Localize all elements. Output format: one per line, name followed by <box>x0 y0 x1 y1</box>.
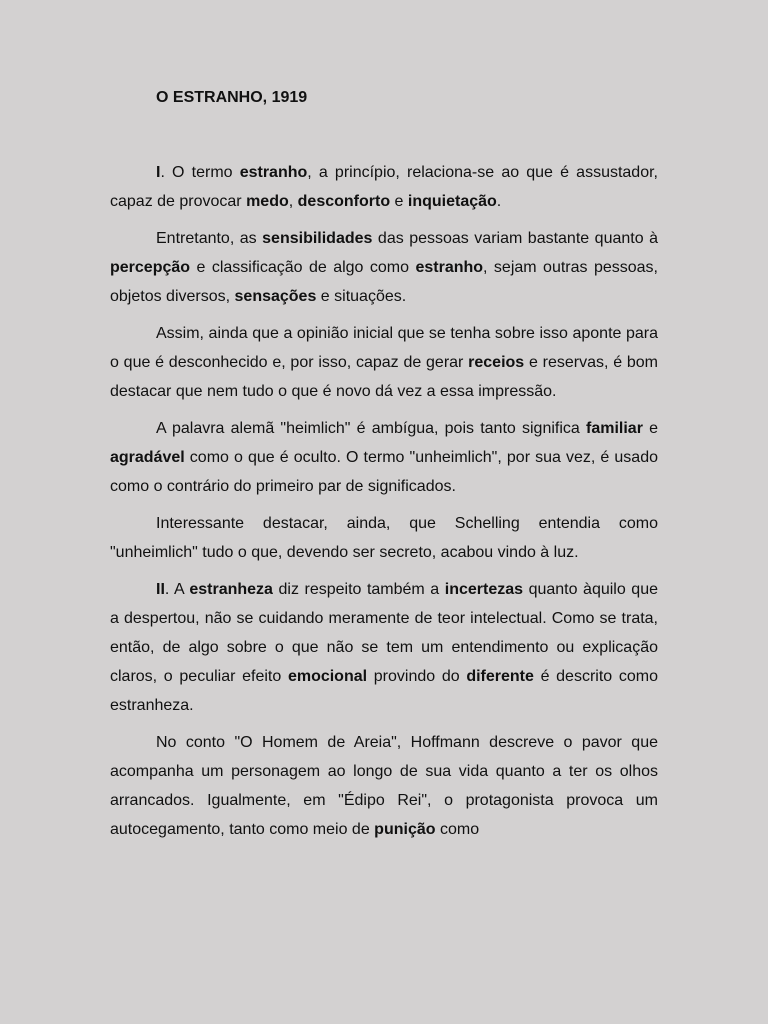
text-run: diz respeito também a <box>272 581 445 598</box>
text-run: quanto àquilo que a despertou, não se cuidando meramente de teor intelectual. Como se trata, então, de algo sobre o que não se tem um entendimento ou explicação claros, o peculiar efeito <box>110 581 658 685</box>
text-run: e <box>390 193 408 210</box>
bold-text: medo <box>246 193 289 210</box>
paragraph <box>110 414 658 501</box>
text-run: Interessante destacar, ainda, que Schelling entendia como "unheimlich" tudo o que, devendo ser secreto, acabou vindo à luz. <box>110 515 658 561</box>
bold-text: inquietação <box>407 193 497 210</box>
bold-text: I <box>156 164 161 181</box>
bold-text: sensações <box>234 288 317 305</box>
bold-text: II <box>156 581 165 598</box>
bold-text: estranheza <box>189 581 273 598</box>
bold-text: sensibilidades <box>262 230 373 247</box>
text-run: é descrito como estranheza. <box>110 668 658 714</box>
paragraph <box>110 224 658 311</box>
bold-text: familiar <box>586 420 643 437</box>
text-run: provindo do <box>367 668 467 685</box>
text-run: . A <box>164 581 190 598</box>
paragraph <box>110 509 658 567</box>
text-run: e reservas, é bom destacar que nem tudo o que é novo dá vez a essa impressão. <box>110 354 659 400</box>
text-run: e classificação de algo como <box>190 259 416 276</box>
text-run: A palavra alemã "heimlich" é ambígua, pois tanto significa <box>156 420 586 437</box>
paragraph <box>110 728 658 844</box>
text-run: como <box>435 821 480 838</box>
document-title: O ESTRANHO, 1919 <box>156 89 308 106</box>
text-run: . O termo <box>160 164 240 181</box>
text-run: No conto "O Homem de Areia", Hoffmann descreve o pavor que acompanha um personagem ao longo de sua vida quanto a ter os olhos arrancados. Igualmente, em "Édipo Rei", o protagonista provoca um autocegamento, tanto como meio de <box>110 734 658 838</box>
bold-text: punição <box>374 821 436 838</box>
text-run: , a princípio, relaciona-se ao que é assustador, capaz de provocar <box>110 164 658 210</box>
bold-text: desconforto <box>297 193 391 210</box>
text-run: , sejam outras pessoas, objetos diversos, <box>110 259 659 305</box>
text-run: como o que é oculto. O termo "unheimlich", por sua vez, é usado como o contrário do primeiro par de significados. <box>110 449 658 495</box>
text-run: Assim, ainda que a opinião inicial que se tenha sobre isso aponte para o que é desconhecido e, por isso, capaz de gerar <box>110 325 658 371</box>
bold-text: estranho <box>415 259 484 276</box>
bold-text: agradável <box>110 449 185 466</box>
bold-text: receios <box>468 354 525 371</box>
text-run: e <box>642 420 659 437</box>
text-run: das pessoas variam bastante quanto à <box>372 230 658 247</box>
document-body <box>110 158 658 844</box>
paragraph <box>110 158 658 216</box>
bold-text: percepção <box>110 259 191 276</box>
bold-text: diferente <box>466 668 534 685</box>
paragraph <box>110 575 658 720</box>
bold-text: incertezas <box>444 581 524 598</box>
text-run: Entretanto, as <box>156 230 263 247</box>
bold-text: emocional <box>287 668 368 685</box>
text-run: . <box>496 193 502 210</box>
text-run: , <box>288 193 298 210</box>
text-run: e situações. <box>316 288 407 305</box>
bold-text: estranho <box>239 164 308 181</box>
paragraph <box>110 319 658 406</box>
